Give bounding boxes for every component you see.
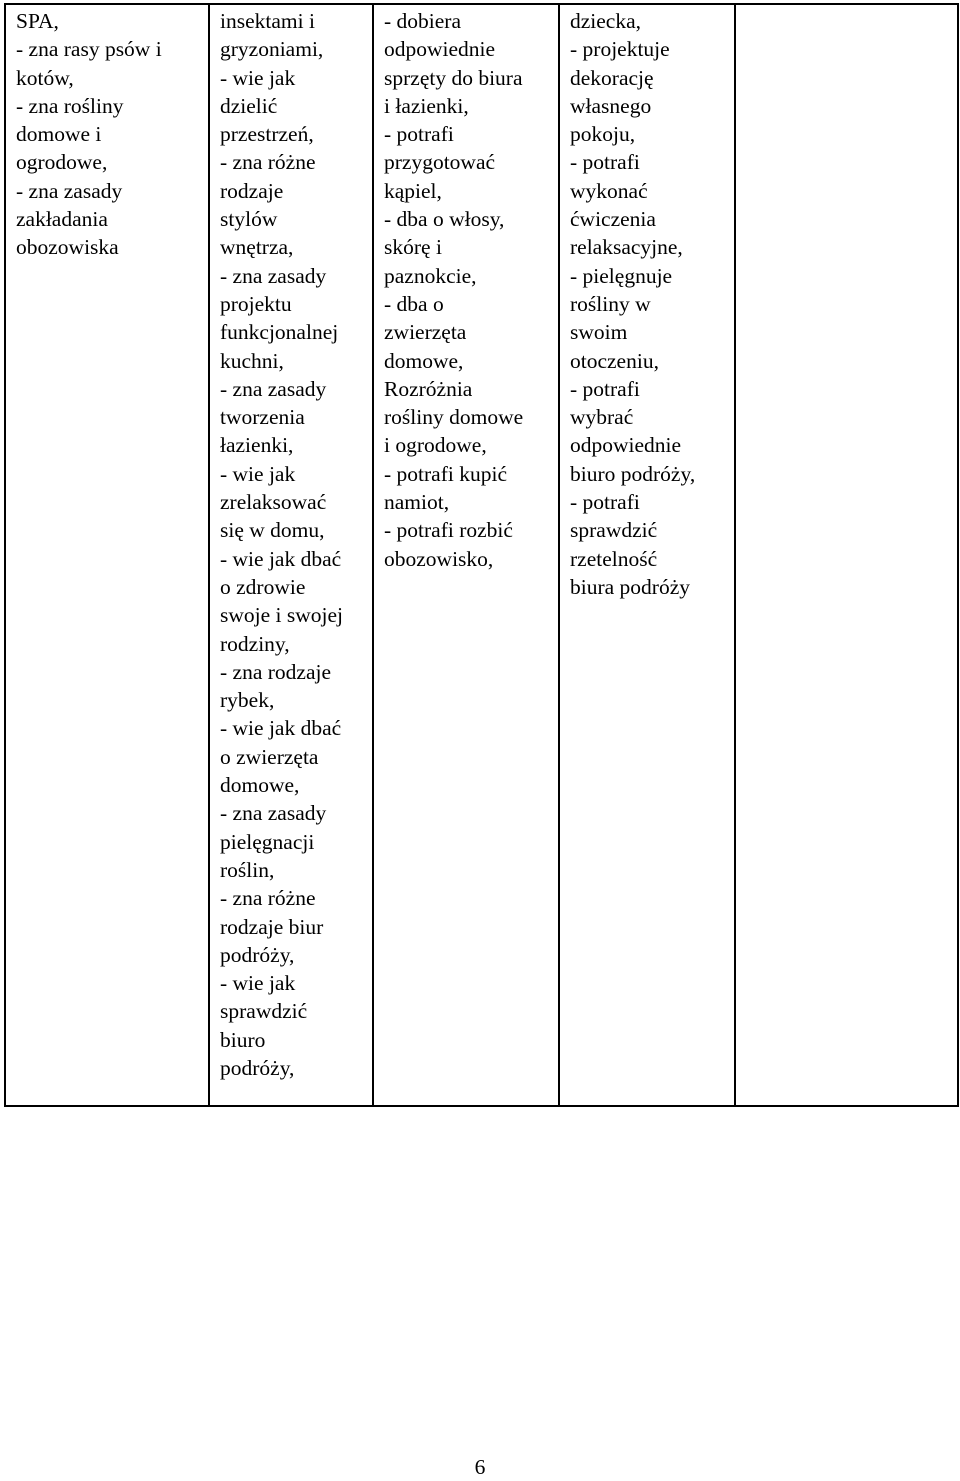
cell-text-line: roślin,: [220, 857, 275, 882]
cell-text-line: kotów,: [16, 65, 74, 90]
cell-text-line: się w domu,: [220, 518, 325, 543]
cell-text-line: insektami i: [220, 9, 315, 33]
table-cell-col-4: [559, 4, 735, 1106]
table-row: [5, 4, 958, 1106]
cell-text-line: odpowiednie: [384, 37, 496, 62]
cell-text-line: i łazienki,: [384, 93, 469, 118]
cell-text-line: - zna różne: [220, 150, 316, 175]
cell-text-line: obozowiska: [16, 235, 119, 260]
cell-text-line: paznokcie,: [384, 263, 477, 288]
cell-text-line: rodzaje: [220, 178, 284, 203]
cell-text-line: - dba o: [384, 291, 444, 316]
cell-text-line: pielęgnacji: [220, 829, 315, 854]
cell-text-line: - projektuje: [570, 37, 670, 62]
cell-text-line: o zwierzęta: [220, 744, 319, 769]
cell-text-line: relaksacyjne,: [570, 235, 683, 260]
cell-text-line: biuro: [220, 1027, 266, 1052]
page-number: 6: [474, 1455, 486, 1479]
cell-text-line: - wie jak: [220, 461, 296, 486]
cell-text-line: dziecka,: [570, 9, 642, 33]
cell-text-line: projektu: [220, 291, 292, 316]
cell-text-line: przestrzeń,: [220, 122, 314, 147]
cell-text-line: rzetelność: [570, 546, 658, 571]
cell-text-line: - wie jak: [220, 971, 296, 996]
table-cell-col-5: [735, 4, 958, 1106]
cell-text-line: - potrafi kupić: [384, 461, 507, 486]
cell-text-line: rybek,: [220, 688, 275, 713]
cell-text-line: namiot,: [384, 490, 450, 515]
cell-text-line: - wie jak dbać: [220, 546, 342, 571]
cell-text-line: - zna rasy psów i: [16, 37, 162, 62]
cell-text-line: pokoju,: [570, 122, 636, 147]
cell-text-line: - dobiera: [384, 9, 462, 33]
cell-text-line: swoje i swojej: [220, 603, 344, 628]
cell-text-line: sprawdzić: [570, 518, 658, 543]
cell-text-line: łazienki,: [220, 433, 294, 458]
curriculum-table: [4, 3, 959, 1107]
cell-text-line: - zna zasady: [220, 376, 327, 401]
cell-text-line: - wie jak dbać: [220, 716, 342, 741]
cell-text-line: domowe,: [384, 348, 464, 373]
cell-text-line: tworzenia: [220, 405, 305, 430]
cell-text-line: sprzęty do biura: [384, 65, 523, 90]
cell-text-line: skórę i: [384, 235, 442, 260]
cell-text-line: - wie jak: [220, 65, 296, 90]
cell-text-line: - potrafi: [570, 490, 640, 515]
cell-text-line: zrelaksować: [220, 490, 327, 515]
cell-text-line: obozowisko,: [384, 546, 494, 571]
cell-text-line: rodziny,: [220, 631, 290, 656]
cell-text-line: domowe i: [16, 122, 102, 147]
cell-text-line: przygotować: [384, 150, 496, 175]
cell-text-line: - zna rodzaje: [220, 659, 332, 684]
cell-text-line: stylów: [220, 207, 278, 232]
cell-text-line: swoim: [570, 320, 628, 345]
table-cell-col-3: [373, 4, 559, 1106]
cell-text-line: dekorację: [570, 65, 654, 90]
cell-text-line: zwierzęta: [384, 320, 467, 345]
cell-text-line: gryzoniami,: [220, 37, 324, 62]
cell-text-line: podróży,: [220, 1055, 295, 1080]
cell-text-line: ogrodowe,: [16, 150, 108, 175]
table-cell-col-1: [5, 4, 209, 1106]
cell-text-line: rośliny w: [570, 291, 651, 316]
cell-text-line: biuro podróży,: [570, 461, 696, 486]
cell-text-line: otoczeniu,: [570, 348, 659, 373]
cell-text-line: zakładania: [16, 207, 108, 232]
cell-text-line: domowe,: [220, 773, 300, 798]
cell-text-line: dzielić: [220, 93, 278, 118]
cell-text-line: - potrafi: [570, 376, 640, 401]
cell-text-line: - zna zasady: [16, 178, 123, 203]
cell-text-line: rośliny domowe: [384, 405, 524, 430]
cell-text-line: ćwiczenia: [570, 207, 656, 232]
cell-text-line: - potrafi: [570, 150, 640, 175]
cell-text-line: własnego: [570, 93, 652, 118]
cell-text-line: - zna zasady: [220, 801, 327, 826]
cell-text-line: kąpiel,: [384, 178, 442, 203]
cell-text-line: - potrafi: [384, 122, 454, 147]
cell-text-line: podróży,: [220, 942, 295, 967]
cell-text-line: - zna różne: [220, 886, 316, 911]
cell-text-line: odpowiednie: [570, 433, 682, 458]
cell-text-line: wykonać: [570, 178, 648, 203]
cell-text-line: i ogrodowe,: [384, 433, 487, 458]
cell-text-line: - zna rośliny: [16, 93, 124, 118]
cell-text-line: - pielęgnuje: [570, 263, 673, 288]
cell-text-line: wnętrza,: [220, 235, 294, 260]
cell-text-line: - zna zasady: [220, 263, 327, 288]
cell-text-line: wybrać: [570, 405, 634, 430]
cell-text-line: - potrafi rozbić: [384, 518, 513, 543]
cell-text-line: rodzaje biur: [220, 914, 324, 939]
cell-text-line: Rozróżnia: [384, 376, 473, 401]
cell-text-line: - dba o włosy,: [384, 207, 505, 232]
cell-text-line: SPA,: [16, 9, 59, 33]
cell-text-line: funkcjonalnej: [220, 320, 339, 345]
cell-text-line: kuchni,: [220, 348, 284, 373]
cell-text-line: o zdrowie: [220, 574, 306, 599]
cell-text-line: biura podróży: [570, 574, 691, 599]
table-cell-col-2: [209, 4, 373, 1106]
cell-text-line: sprawdzić: [220, 999, 308, 1024]
